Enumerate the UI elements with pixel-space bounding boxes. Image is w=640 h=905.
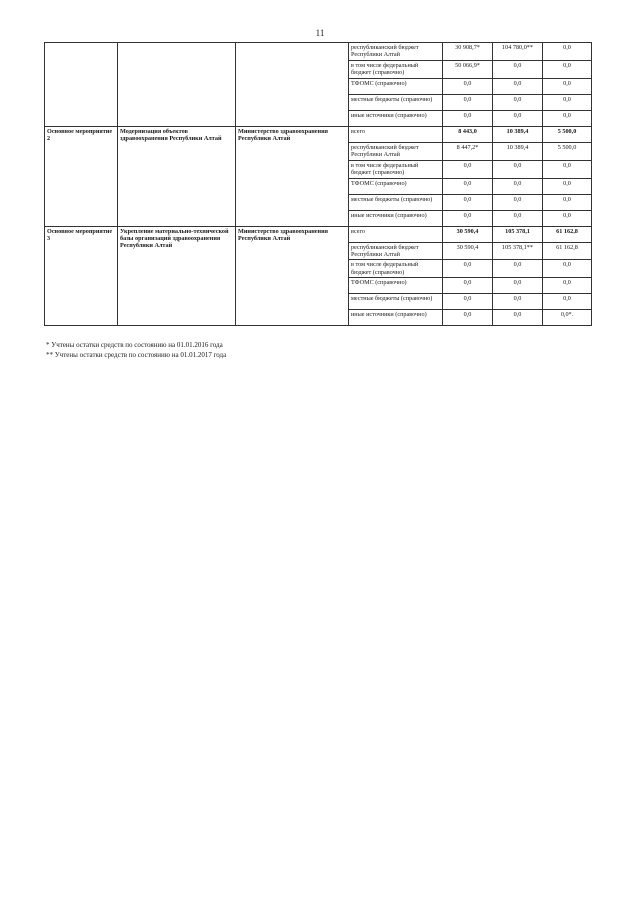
value-2016-cell: 0,0 (443, 194, 493, 210)
value-2017-cell: 0,0 (493, 60, 543, 78)
value-2018-cell: 0,0 (543, 94, 592, 110)
value-2018-cell: 0,0 (543, 78, 592, 94)
value-2016-cell: 0,0 (443, 160, 493, 178)
value-2018-cell: 0,0*. (543, 310, 592, 326)
value-2016-cell: 0,0 (443, 178, 493, 194)
value-2017-cell: 0,0 (493, 78, 543, 94)
funding-source-cell: всего (349, 226, 443, 242)
funding-source-cell: ТФОМС (справочно) (349, 278, 443, 294)
activity-name-cell: Модернизация объектов здравоохранения Республики Алтай (118, 126, 236, 226)
value-2016-cell: 8 447,2* (443, 142, 493, 160)
funding-source-cell: местные бюджеты (справочно) (349, 194, 443, 210)
value-2017-cell: 0,0 (493, 210, 543, 226)
value-2016-cell: 0,0 (443, 210, 493, 226)
funding-source-cell: местные бюджеты (справочно) (349, 94, 443, 110)
value-2016-cell: 0,0 (443, 78, 493, 94)
value-2018-cell: 61 162,8 (543, 242, 592, 260)
funding-source-cell: республиканский бюджет Республики Алтай (349, 242, 443, 260)
activity-label-cell: Основное мероприятие 3 (45, 226, 118, 326)
value-2017-cell: 104 780,0** (493, 43, 543, 61)
value-2017-cell: 0,0 (493, 278, 543, 294)
value-2017-cell: 10 389,4 (493, 126, 543, 142)
activity-name-cell (118, 43, 236, 127)
footnote: * Учтены остатки средств по состоянию на 01.01.2016 года (46, 341, 223, 349)
value-2016-cell: 0,0 (443, 294, 493, 310)
value-2018-cell: 5 500,0 (543, 126, 592, 142)
value-2017-cell: 0,0 (493, 310, 543, 326)
funding-source-cell: иные источники (справочно) (349, 110, 443, 126)
value-2016-cell: 8 443,0 (443, 126, 493, 142)
table-row-total (45, 126, 592, 142)
table-row-total (45, 226, 592, 242)
budget-table-body (45, 43, 592, 326)
activity-label-cell (45, 43, 118, 127)
value-2016-cell: 0,0 (443, 310, 493, 326)
activity-label-cell: Основное мероприятие 2 (45, 126, 118, 226)
value-2018-cell: 5 500,0 (543, 142, 592, 160)
value-2018-cell: 0,0 (543, 43, 592, 61)
value-2016-cell: 30 590,4 (443, 226, 493, 242)
funding-source-cell: в том числе федеральный бюджет (справочно) (349, 160, 443, 178)
executor-cell: Министерство здравоохранения Республики Алтай (236, 126, 349, 226)
footnotes (46, 340, 226, 360)
activity-name-cell: Укрепление материально-технической базы организаций здравоохранения Республики Алтай (118, 226, 236, 326)
funding-source-cell: иные источники (справочно) (349, 310, 443, 326)
value-2016-cell: 30 590,4 (443, 242, 493, 260)
executor-cell (236, 43, 349, 127)
value-2018-cell: 0,0 (543, 260, 592, 278)
value-2018-cell: 0,0 (543, 278, 592, 294)
funding-source-cell: республиканский бюджет Республики Алтай (349, 142, 443, 160)
value-2017-cell: 0,0 (493, 110, 543, 126)
value-2017-cell: 10 389,4 (493, 142, 543, 160)
value-2018-cell: 61 162,8 (543, 226, 592, 242)
value-2018-cell: 0,0 (543, 110, 592, 126)
value-2018-cell: 0,0 (543, 210, 592, 226)
budget-table (44, 42, 592, 326)
funding-source-cell: в том числе федеральный бюджет (справочно) (349, 60, 443, 78)
funding-source-cell: местные бюджеты (справочно) (349, 294, 443, 310)
value-2016-cell: 0,0 (443, 278, 493, 294)
value-2017-cell: 0,0 (493, 194, 543, 210)
executor-cell: Министерство здравоохранения Республики Алтай (236, 226, 349, 326)
funding-source-cell: республиканский бюджет Республики Алтай (349, 43, 443, 61)
funding-source-cell: иные источники (справочно) (349, 210, 443, 226)
value-2016-cell: 30 908,7* (443, 43, 493, 61)
value-2016-cell: 0,0 (443, 110, 493, 126)
funding-source-cell: ТФОМС (справочно) (349, 178, 443, 194)
funding-source-cell: всего (349, 126, 443, 142)
value-2017-cell: 0,0 (493, 178, 543, 194)
funding-source-cell: ТФОМС (справочно) (349, 78, 443, 94)
value-2018-cell: 0,0 (543, 60, 592, 78)
footnote: ** Учтены остатки средств по состоянию на 01.01.2017 года (46, 351, 227, 360)
page-number: 11 (315, 28, 325, 38)
funding-source-cell: в том числе федеральный бюджет (справочно) (349, 260, 443, 278)
value-2018-cell: 0,0 (543, 160, 592, 178)
value-2017-cell: 0,0 (493, 294, 543, 310)
table-row (45, 43, 592, 61)
value-2016-cell: 0,0 (443, 260, 493, 278)
value-2018-cell: 0,0 (543, 294, 592, 310)
value-2017-cell: 0,0 (493, 160, 543, 178)
value-2017-cell: 0,0 (493, 94, 543, 110)
value-2016-cell: 0,0 (443, 94, 493, 110)
value-2018-cell: 0,0 (543, 194, 592, 210)
value-2017-cell: 105 378,1** (493, 242, 543, 260)
value-2016-cell: 50 066,9* (443, 60, 493, 78)
value-2017-cell: 0,0 (493, 260, 543, 278)
value-2018-cell: 0,0 (543, 178, 592, 194)
value-2017-cell: 105 378,1 (493, 226, 543, 242)
